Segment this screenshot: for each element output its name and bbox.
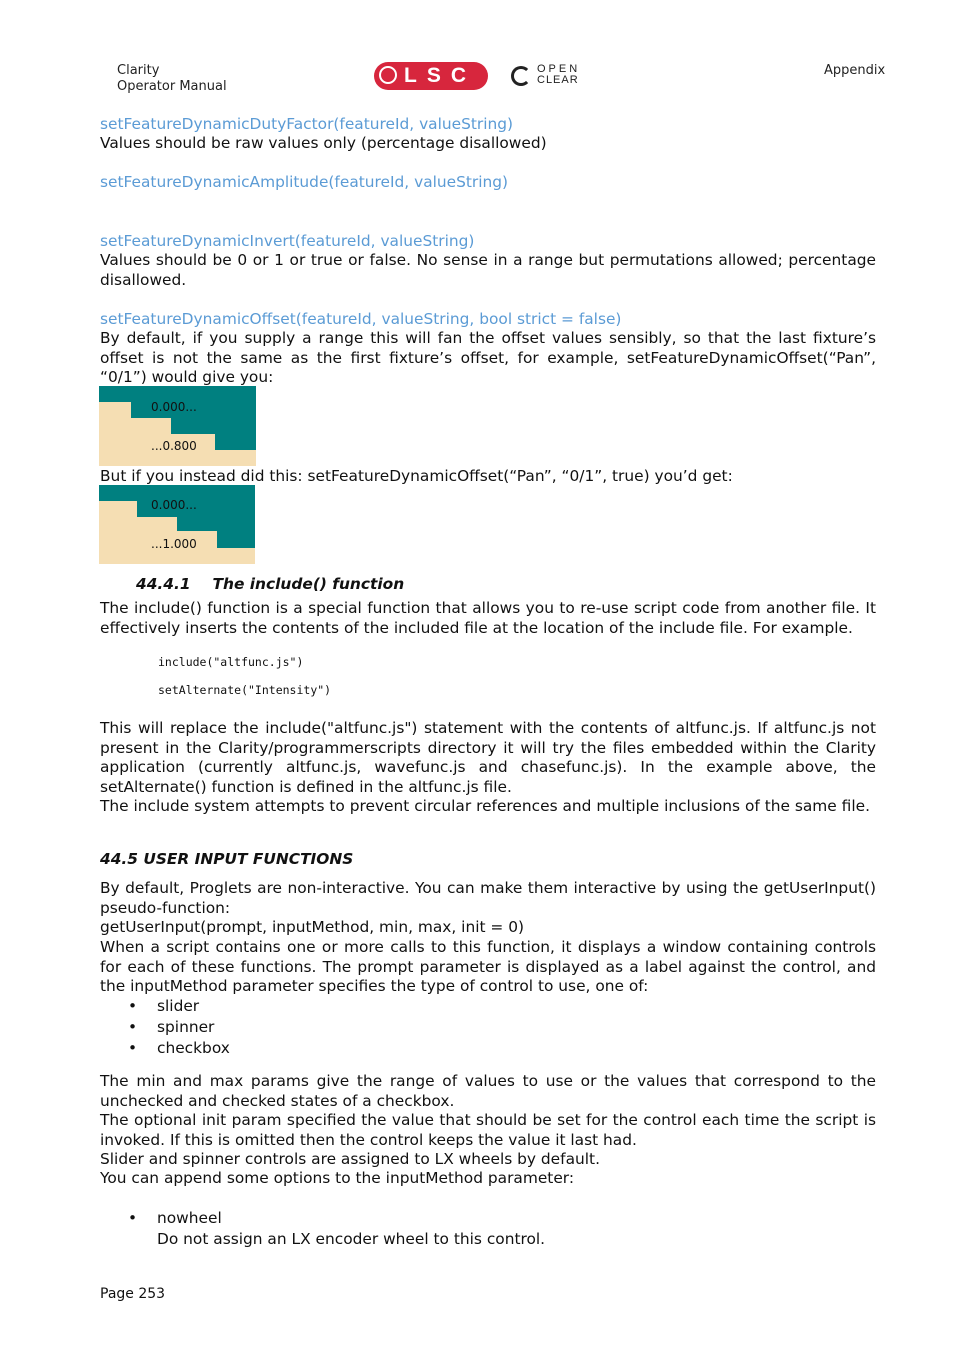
header-product: Clarity bbox=[117, 63, 160, 78]
stair-step-1 bbox=[99, 402, 131, 466]
lsc-logo-text: LSC bbox=[404, 64, 476, 87]
append-para: You can append some options to the inputMethod parameter: bbox=[100, 1169, 575, 1187]
user-input-signature: getUserInput(prompt, inputMethod, min, max, init = 0) bbox=[100, 918, 525, 936]
duty-factor-title: setFeatureDynamicDutyFactor(featureId, valueString) bbox=[100, 115, 514, 133]
minmax-para: The min and max params give the range of values to use or the values that correspond to the unchecked and checked states of a checkbox. bbox=[100, 1072, 876, 1110]
init-para: The optional init param specified the value that should be set for the control each time the script is invoked. If this is omitted then the control keeps the value it last had. bbox=[100, 1111, 876, 1149]
invert-title: setFeatureDynamicInvert(featureId, valueString) bbox=[100, 232, 475, 250]
include-heading bbox=[136, 575, 404, 593]
offset-fan-image bbox=[99, 386, 256, 466]
openclear-logo bbox=[511, 64, 607, 88]
stair-step-4 bbox=[215, 450, 256, 466]
include-heading-number: 44.4.1 bbox=[136, 575, 191, 593]
include-para-2: The include system attempts to prevent circular references and multiple inclusions of the same file. bbox=[100, 797, 870, 815]
code-line-include: include("altfunc.js") bbox=[158, 655, 304, 669]
offset-end-value: ...1.000 bbox=[151, 537, 197, 551]
offset-strict-image bbox=[99, 485, 255, 564]
code-line-setalternate: setAlternate("Intensity") bbox=[158, 683, 332, 697]
control-type-checkbox: checkbox bbox=[157, 1039, 230, 1057]
offset-body: By default, if you supply a range this will fan the offset values sensibly, so that the last fixture’s offset is not the same as the first fixture’s offset, for example, setFeatureDynamicOffset(“Pan”, “0/1”) would give you: bbox=[100, 329, 876, 386]
bullet-marker: • bbox=[128, 997, 138, 1015]
user-input-intro: By default, Proglets are non-interactive. You can make them interactive by using the getUserInput() pseudo-function: bbox=[100, 879, 876, 917]
offset-start-value: 0.000... bbox=[151, 400, 197, 414]
header-section: Appendix bbox=[824, 63, 886, 78]
offset-end-value: ...0.800 bbox=[151, 439, 197, 453]
invert-body: Values should be 0 or 1 or true or false. No sense in a range but permutations allowed; percentage disallowed. bbox=[100, 251, 876, 289]
page-number: Page 253 bbox=[100, 1286, 166, 1302]
lsc-logo-icon bbox=[379, 66, 397, 84]
lsc-logo bbox=[374, 62, 488, 90]
openclear-logo-clear: CLEAR bbox=[537, 74, 579, 86]
header-doc-title bbox=[117, 63, 227, 95]
control-type-spinner: spinner bbox=[157, 1018, 215, 1036]
stair-step-4 bbox=[217, 548, 255, 564]
option-nowheel: nowheel bbox=[157, 1209, 222, 1227]
include-para-1: This will replace the include("altfunc.js") statement with the contents of altfunc.js. If altfunc.js not present in the Clarity/programmerscripts directory it will try the files embedded within the Clarity application (currently altfunc.js, wavefunc.js and chasefunc.js). In the example above, the setAlternate() function is defined in the altfunc.js file. bbox=[100, 719, 876, 796]
wheels-para: Slider and spinner controls are assigned to LX wheels by default. bbox=[100, 1150, 600, 1168]
amplitude-title: setFeatureDynamicAmplitude(featureId, valueString) bbox=[100, 173, 509, 191]
offset-title: setFeatureDynamicOffset(featureId, valueString, bool strict = false) bbox=[100, 310, 622, 328]
duty-factor-body: Values should be raw values only (percentage disallowed) bbox=[100, 134, 547, 152]
strict-body: But if you instead did this: setFeatureDynamicOffset(“Pan”, “0/1”, true) you’d get: bbox=[100, 467, 733, 485]
user-input-heading: 44.5 USER INPUT FUNCTIONS bbox=[100, 850, 354, 868]
offset-start-value: 0.000... bbox=[151, 498, 197, 512]
bullet-marker: • bbox=[128, 1039, 138, 1057]
stair-step-1 bbox=[99, 501, 137, 564]
bullet-marker: • bbox=[128, 1209, 138, 1227]
header-manual: Operator Manual bbox=[117, 79, 227, 94]
bullet-marker: • bbox=[128, 1018, 138, 1036]
include-intro: The include() function is a special function that allows you to re-use script code from another file. It effectively inserts the contents of the included file at the location of the include file. For example. bbox=[100, 599, 876, 637]
control-type-slider: slider bbox=[157, 997, 200, 1015]
openclear-logo-icon bbox=[511, 66, 531, 86]
include-heading-title: The include() function bbox=[212, 575, 405, 593]
openclear-logo-open: OPEN bbox=[537, 63, 581, 75]
user-input-description: When a script contains one or more calls to this function, it displays a window containing controls for each of these functions. The prompt parameter is displayed as a label against the control, and the inputMethod parameter specifies the type of control to use, one of: bbox=[100, 938, 876, 995]
option-nowheel-desc: Do not assign an LX encoder wheel to this control. bbox=[157, 1230, 546, 1248]
